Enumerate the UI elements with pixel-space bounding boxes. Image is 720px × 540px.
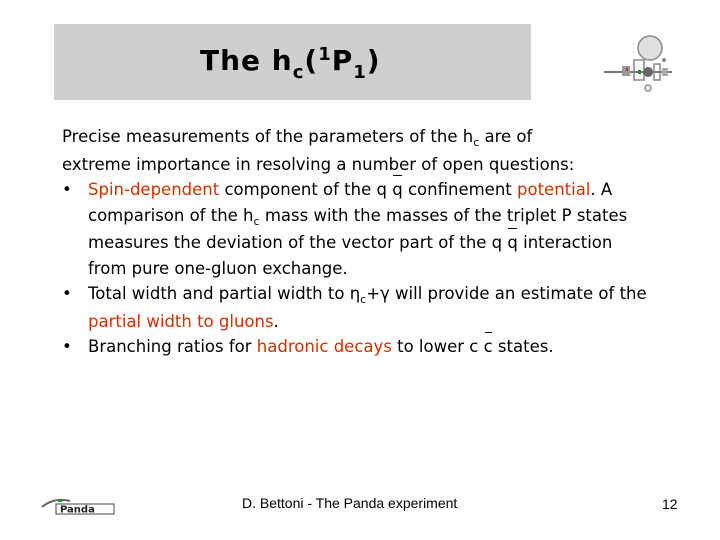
bullet-2-line-2: partial width to gluons. bbox=[88, 311, 279, 331]
slide-body bbox=[62, 124, 702, 360]
footer-text: D. Bettoni - The Panda experiment bbox=[242, 495, 458, 511]
page-number: 12 bbox=[662, 496, 678, 512]
bullet-marker: • bbox=[62, 284, 72, 303]
slide-title: The $h_c(^1P_1)$ bbox=[200, 44, 381, 83]
bullet-1: • Spin-dependent component of the q q confinement potential. A bbox=[62, 177, 702, 203]
bullet-2: • Total width and partial width to $\eta_c+\gamma$ will provide an estimate of the bbox=[62, 281, 702, 309]
bullet-3: • Branching ratios for hadronic decays to lower c c states. bbox=[62, 334, 702, 360]
bullet-1-line-3: measures the deviation of the vector part of the q q interaction bbox=[62, 230, 702, 256]
detector-icon bbox=[598, 30, 678, 94]
panda-logo bbox=[40, 495, 124, 517]
bullet-marker: • bbox=[62, 337, 72, 356]
bullet-1-line-4: from pure one-gluon exchange. bbox=[88, 258, 348, 278]
intro-line-2: extreme importance in resolving a number of open questions: bbox=[62, 154, 575, 174]
bullet-1-line-2: comparison of the $h_c$ mass with the masses of the triplet P states bbox=[88, 205, 628, 228]
svg-text:Panda: Panda bbox=[60, 504, 95, 516]
bullet-marker: • bbox=[62, 180, 72, 199]
intro-line-1: Precise measurements of the parameters of the $h_c$ are of bbox=[62, 127, 533, 149]
